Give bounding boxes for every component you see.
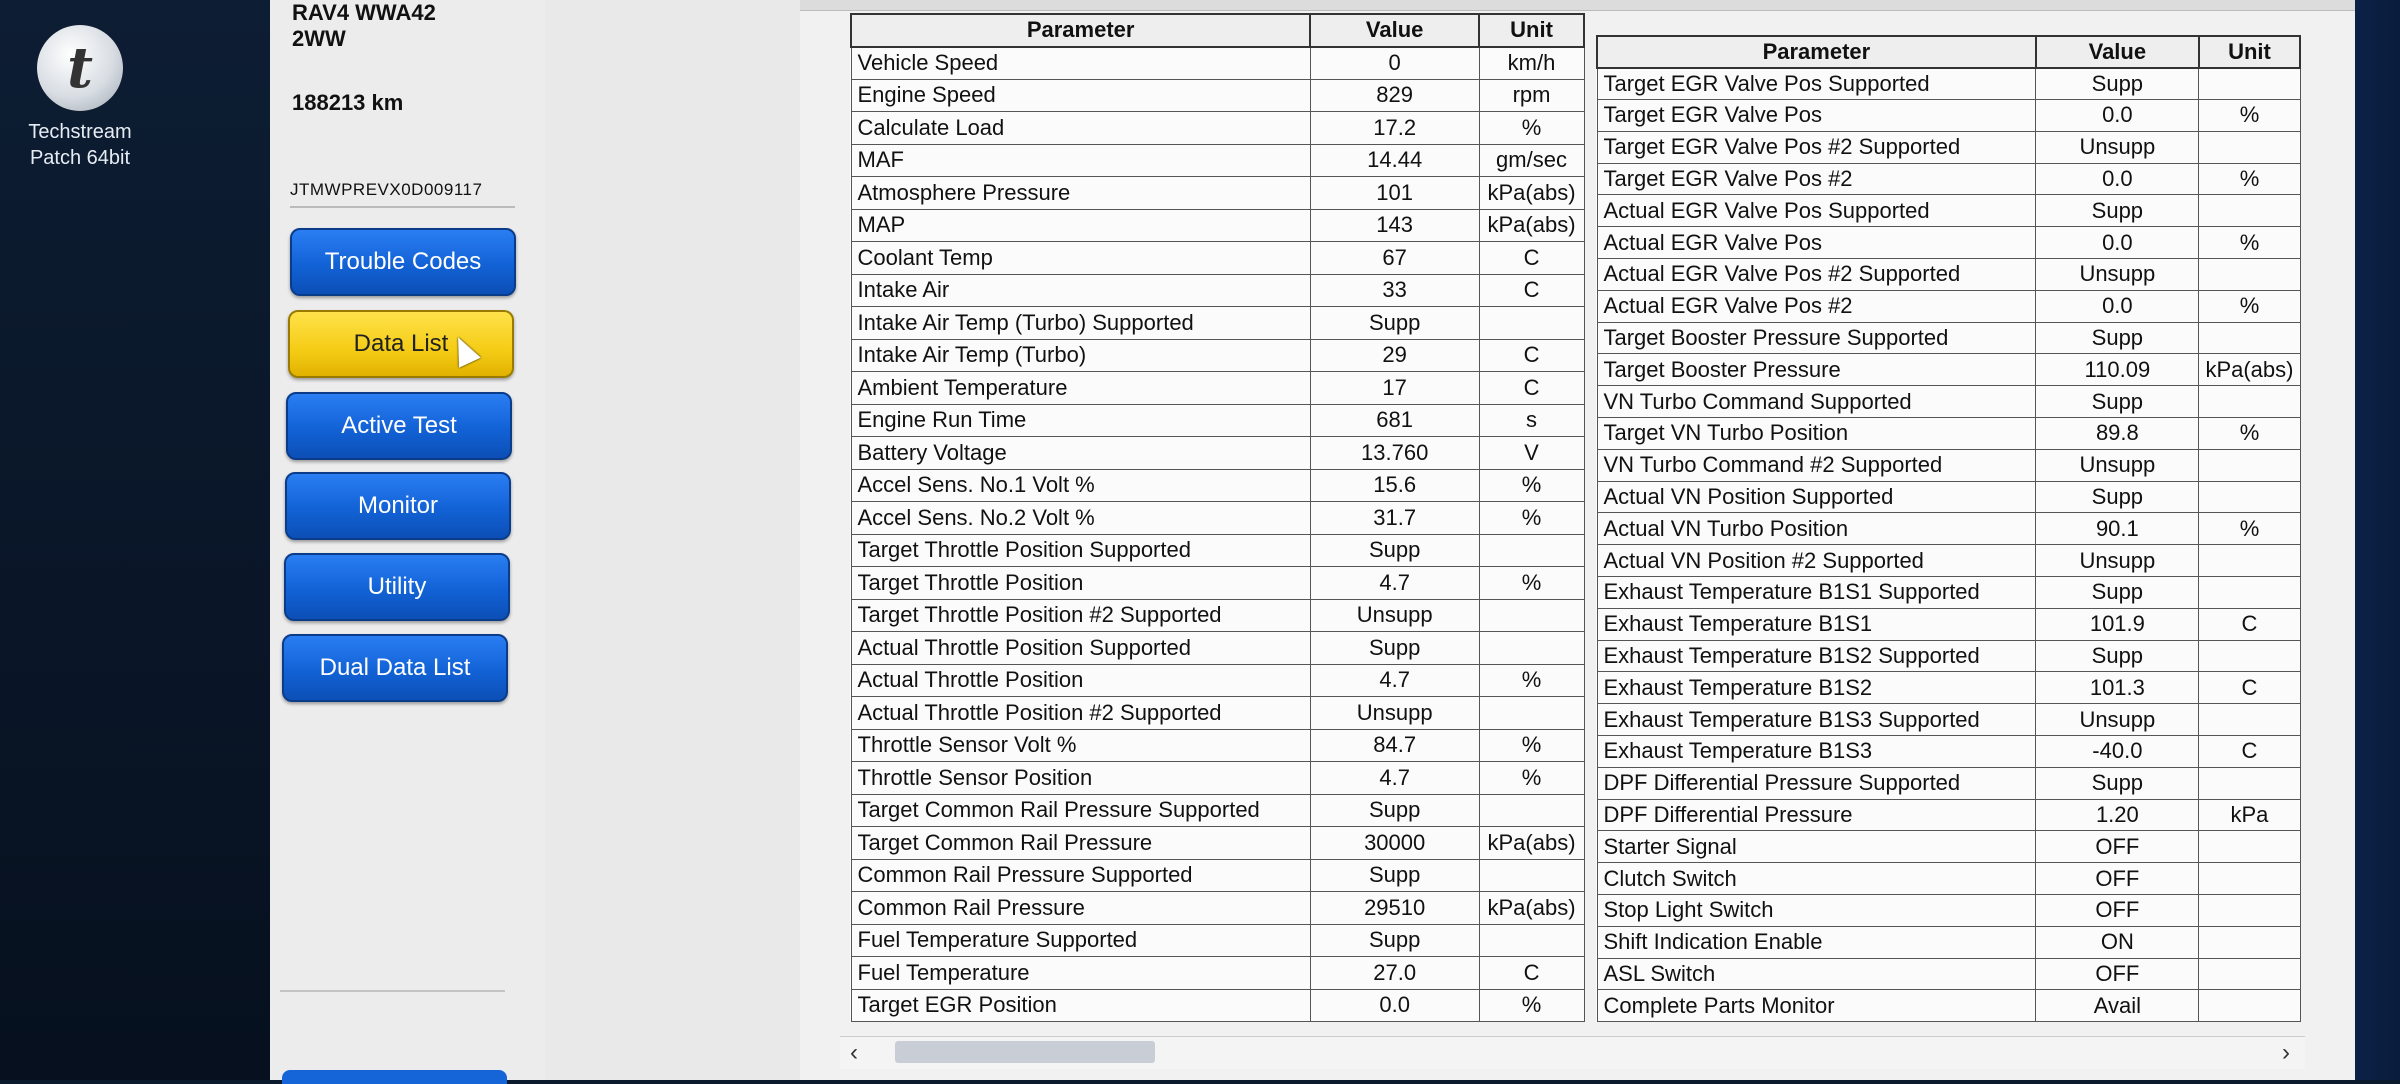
table-row[interactable] — [851, 762, 1584, 795]
scrollbar-thumb[interactable] — [895, 1041, 1155, 1063]
unit-cell: s — [1479, 404, 1584, 437]
vehicle-model-line1: RAV4 WWA42 — [292, 0, 436, 25]
parameter-cell: VN Turbo Command Supported — [1597, 386, 2036, 418]
unit-cell: kPa(abs) — [1479, 177, 1584, 210]
value-cell: 84.7 — [1310, 729, 1479, 762]
parameter-cell: Common Rail Pressure — [851, 892, 1310, 925]
table-row[interactable] — [851, 859, 1584, 892]
table-row[interactable] — [851, 177, 1584, 210]
value-cell: 4.7 — [1310, 664, 1479, 697]
parameter-cell: DPF Differential Pressure Supported — [1597, 767, 2036, 799]
value-cell: Unsupp — [1310, 599, 1479, 632]
table-row[interactable] — [851, 729, 1584, 762]
value-cell: Unsupp — [2036, 704, 2199, 736]
table-row[interactable] — [851, 339, 1584, 372]
table-row[interactable] — [851, 567, 1584, 600]
value-cell: 14.44 — [1310, 144, 1479, 177]
table-header-row — [851, 14, 1584, 47]
utility-button[interactable]: Utility — [284, 553, 510, 621]
table-row[interactable] — [1597, 418, 2300, 450]
table-row[interactable] — [1597, 449, 2300, 481]
unit-cell — [1479, 632, 1584, 665]
value-cell: 110.09 — [2036, 354, 2199, 386]
data-list-table-left — [850, 13, 1585, 1022]
parameter-cell: Target EGR Valve Pos — [1597, 100, 2036, 132]
value-cell: 15.6 — [1310, 469, 1479, 502]
vehicle-model-line2: 2WW — [292, 26, 346, 51]
unit-cell: kPa(abs) — [2199, 354, 2300, 386]
table-row[interactable] — [851, 242, 1584, 275]
sidebar-bottom-button[interactable] — [282, 1070, 507, 1084]
value-cell: OFF — [2036, 863, 2199, 895]
value-cell: Supp — [2036, 577, 2199, 609]
parameter-cell: Target Common Rail Pressure Supported — [851, 794, 1310, 827]
parameter-cell: Throttle Sensor Volt % — [851, 729, 1310, 762]
unit-cell: gm/sec — [1479, 144, 1584, 177]
table-row[interactable] — [851, 372, 1584, 405]
parameter-cell: Engine Run Time — [851, 404, 1310, 437]
column-header-unit[interactable]: Unit — [1479, 14, 1584, 47]
unit-cell: C — [1479, 274, 1584, 307]
unit-cell — [2199, 68, 2300, 100]
unit-cell — [2199, 926, 2300, 958]
unit-cell: C — [2199, 736, 2300, 768]
unit-cell: % — [2199, 227, 2300, 259]
parameter-cell: MAF — [851, 144, 1310, 177]
table-row[interactable] — [851, 697, 1584, 730]
parameter-cell: Exhaust Temperature B1S1 — [1597, 608, 2036, 640]
table-row[interactable] — [851, 47, 1584, 80]
unit-cell — [1479, 859, 1584, 892]
table-row[interactable] — [851, 534, 1584, 567]
unit-cell — [1479, 599, 1584, 632]
unit-cell — [2199, 767, 2300, 799]
data-list-pane — [800, 0, 2355, 1080]
value-cell: 90.1 — [2036, 513, 2199, 545]
value-cell: Unsupp — [2036, 259, 2199, 291]
parameter-cell: VN Turbo Command #2 Supported — [1597, 449, 2036, 481]
parameter-cell: Target EGR Position — [851, 989, 1310, 1022]
parameter-cell: DPF Differential Pressure — [1597, 799, 2036, 831]
unit-cell: kPa(abs) — [1479, 892, 1584, 925]
unit-cell: C — [1479, 957, 1584, 990]
table-row[interactable] — [1597, 736, 2300, 768]
unit-cell: % — [1479, 989, 1584, 1022]
table-row[interactable] — [1597, 704, 2300, 736]
parameter-cell: Common Rail Pressure Supported — [851, 859, 1310, 892]
value-cell: 89.8 — [2036, 418, 2199, 450]
parameter-cell: Atmosphere Pressure — [851, 177, 1310, 210]
unit-cell: V — [1479, 437, 1584, 470]
value-cell: 0.0 — [2036, 227, 2199, 259]
parameter-cell: Intake Air Temp (Turbo) Supported — [851, 307, 1310, 340]
parameter-cell: Actual VN Turbo Position — [1597, 513, 2036, 545]
unit-cell — [2199, 545, 2300, 577]
table-row[interactable] — [851, 664, 1584, 697]
vehicle-model — [292, 0, 436, 52]
unit-cell: % — [2199, 290, 2300, 322]
desktop-icon-label — [20, 119, 140, 171]
column-header-value[interactable]: Value — [2036, 36, 2199, 68]
unit-cell — [2199, 449, 2300, 481]
table-row[interactable] — [1597, 131, 2300, 163]
unit-cell: % — [1479, 762, 1584, 795]
table-row[interactable] — [1597, 608, 2300, 640]
parameter-cell: Clutch Switch — [1597, 863, 2036, 895]
parameter-cell: Target Throttle Position — [851, 567, 1310, 600]
table-row[interactable] — [851, 307, 1584, 340]
table-row[interactable] — [1597, 895, 2300, 927]
unit-cell — [1479, 534, 1584, 567]
value-cell: 17.2 — [1310, 112, 1479, 145]
parameter-cell: Exhaust Temperature B1S3 — [1597, 736, 2036, 768]
unit-cell — [2199, 577, 2300, 609]
sidebar — [270, 0, 545, 1080]
table-row[interactable] — [851, 144, 1584, 177]
desktop-background-left — [0, 0, 270, 1080]
parameter-cell: Target Throttle Position #2 Supported — [851, 599, 1310, 632]
value-cell: 67 — [1310, 242, 1479, 275]
value-cell: Unsupp — [2036, 131, 2199, 163]
unit-cell — [1479, 307, 1584, 340]
parameter-cell: Fuel Temperature Supported — [851, 924, 1310, 957]
value-cell: Supp — [1310, 794, 1479, 827]
parameter-cell: Accel Sens. No.1 Volt % — [851, 469, 1310, 502]
parameter-cell: Engine Speed — [851, 79, 1310, 112]
table-row[interactable] — [1597, 259, 2300, 291]
scroll-right-arrow-icon[interactable]: › — [2282, 1039, 2290, 1066]
table-row[interactable] — [851, 892, 1584, 925]
table-row[interactable] — [851, 502, 1584, 535]
unit-cell — [2199, 640, 2300, 672]
parameter-cell: Fuel Temperature — [851, 957, 1310, 990]
value-cell: 101.3 — [2036, 672, 2199, 704]
unit-cell — [2199, 481, 2300, 513]
parameter-cell: Exhaust Temperature B1S2 Supported — [1597, 640, 2036, 672]
parameter-cell: Exhaust Temperature B1S3 Supported — [1597, 704, 2036, 736]
parameter-cell: Accel Sens. No.2 Volt % — [851, 502, 1310, 535]
table-row[interactable] — [1597, 354, 2300, 386]
value-cell: 0.0 — [2036, 163, 2199, 195]
desktop-icon-label-line1: Techstream — [28, 121, 132, 143]
table-row[interactable] — [1597, 990, 2300, 1022]
value-cell: ON — [2036, 926, 2199, 958]
horizontal-scrollbar[interactable] — [840, 1036, 2305, 1069]
unit-cell: % — [2199, 163, 2300, 195]
parameter-cell: Actual VN Position #2 Supported — [1597, 545, 2036, 577]
toolbar-strip — [800, 0, 2355, 11]
unit-cell: C — [2199, 608, 2300, 640]
parameter-cell: Actual VN Position Supported — [1597, 481, 2036, 513]
unit-cell — [2199, 131, 2300, 163]
value-cell: Unsupp — [2036, 545, 2199, 577]
desktop-icon-label-line2: Patch 64bit — [29, 147, 131, 169]
value-cell: 0 — [1310, 47, 1479, 80]
value-cell: 13.760 — [1310, 437, 1479, 470]
parameter-cell: Stop Light Switch — [1597, 895, 2036, 927]
table-row[interactable] — [851, 924, 1584, 957]
table-row[interactable] — [851, 79, 1584, 112]
unit-cell: % — [2199, 418, 2300, 450]
unit-cell: % — [1479, 664, 1584, 697]
unit-cell: % — [2199, 100, 2300, 132]
monitor-button[interactable]: Monitor — [285, 472, 511, 540]
table-row[interactable] — [1597, 481, 2300, 513]
table-row[interactable] — [851, 632, 1584, 665]
table-row[interactable] — [1597, 195, 2300, 227]
value-cell: Supp — [2036, 195, 2199, 227]
divider — [290, 206, 515, 208]
trouble-codes-button[interactable]: Trouble Codes — [290, 228, 516, 296]
parameter-cell: Intake Air — [851, 274, 1310, 307]
value-cell: 101.9 — [2036, 608, 2199, 640]
unit-cell — [2199, 386, 2300, 418]
active-test-button[interactable]: Active Test — [286, 392, 512, 460]
parameter-cell: Coolant Temp — [851, 242, 1310, 275]
parameter-cell: Target EGR Valve Pos #2 Supported — [1597, 131, 2036, 163]
unit-cell — [1479, 794, 1584, 827]
value-cell: OFF — [2036, 831, 2199, 863]
value-cell: Supp — [1310, 924, 1479, 957]
table-row[interactable] — [851, 209, 1584, 242]
parameter-cell: Actual EGR Valve Pos — [1597, 227, 2036, 259]
dual-data-list-button[interactable]: Dual Data List — [282, 634, 508, 702]
parameter-cell: Actual EGR Valve Pos #2 Supported — [1597, 259, 2036, 291]
value-cell: Unsupp — [2036, 449, 2199, 481]
unit-cell — [2199, 704, 2300, 736]
parameter-cell: Target Booster Pressure Supported — [1597, 322, 2036, 354]
table-row[interactable] — [1597, 545, 2300, 577]
parameter-cell: Throttle Sensor Position — [851, 762, 1310, 795]
table-row[interactable] — [1597, 863, 2300, 895]
value-cell: 681 — [1310, 404, 1479, 437]
table-row[interactable] — [851, 599, 1584, 632]
table-row[interactable] — [1597, 290, 2300, 322]
table-row[interactable] — [1597, 672, 2300, 704]
unit-cell: % — [1479, 469, 1584, 502]
unit-cell: % — [1479, 112, 1584, 145]
unit-cell: kPa(abs) — [1479, 209, 1584, 242]
unit-cell: C — [1479, 372, 1584, 405]
parameter-cell: Ambient Temperature — [851, 372, 1310, 405]
techstream-window — [270, 0, 2294, 1080]
value-cell: 1.20 — [2036, 799, 2199, 831]
divider — [280, 990, 505, 992]
value-cell: OFF — [2036, 958, 2199, 990]
column-header-value[interactable]: Value — [1310, 14, 1479, 47]
data-list-table-right — [1596, 35, 2301, 1022]
table-row[interactable] — [1597, 163, 2300, 195]
column-header-parameter[interactable]: Parameter — [1597, 36, 2036, 68]
value-cell: 29 — [1310, 339, 1479, 372]
table-row[interactable] — [1597, 513, 2300, 545]
parameter-cell: Intake Air Temp (Turbo) — [851, 339, 1310, 372]
vehicle-odometer: 188213 km — [292, 90, 404, 115]
table-row[interactable] — [1597, 926, 2300, 958]
value-cell: Supp — [2036, 640, 2199, 672]
unit-cell — [2199, 831, 2300, 863]
unit-cell: km/h — [1479, 47, 1584, 80]
table-row[interactable] — [1597, 577, 2300, 609]
value-cell: OFF — [2036, 895, 2199, 927]
value-cell: 829 — [1310, 79, 1479, 112]
table-row[interactable] — [1597, 958, 2300, 990]
value-cell: Unsupp — [1310, 697, 1479, 730]
table-row[interactable] — [851, 437, 1584, 470]
table-row[interactable] — [1597, 799, 2300, 831]
data-list-button[interactable]: Data List — [288, 310, 514, 378]
unit-cell — [2199, 322, 2300, 354]
value-cell: 0.0 — [2036, 100, 2199, 132]
parameter-cell: Actual Throttle Position Supported — [851, 632, 1310, 665]
parameter-cell: Battery Voltage — [851, 437, 1310, 470]
value-cell: 143 — [1310, 209, 1479, 242]
parameter-cell: Target EGR Valve Pos #2 — [1597, 163, 2036, 195]
value-cell: Supp — [2036, 767, 2199, 799]
unit-cell: % — [1479, 502, 1584, 535]
table-row[interactable] — [851, 989, 1584, 1022]
parameter-cell: Actual EGR Valve Pos #2 — [1597, 290, 2036, 322]
parameter-cell: Complete Parts Monitor — [1597, 990, 2036, 1022]
unit-cell — [2199, 863, 2300, 895]
value-cell: 0.0 — [2036, 290, 2199, 322]
parameter-cell: Shift Indication Enable — [1597, 926, 2036, 958]
unit-cell: % — [2199, 513, 2300, 545]
table-row[interactable] — [1597, 831, 2300, 863]
value-cell: -40.0 — [2036, 736, 2199, 768]
table-row[interactable] — [851, 274, 1584, 307]
unit-cell: kPa — [2199, 799, 2300, 831]
techstream-logo-icon: t — [37, 25, 123, 111]
unit-cell — [2199, 958, 2300, 990]
parameter-cell: Target EGR Valve Pos Supported — [1597, 68, 2036, 100]
value-cell: Supp — [2036, 68, 2199, 100]
value-cell: Supp — [1310, 307, 1479, 340]
value-cell: Supp — [1310, 859, 1479, 892]
scroll-left-arrow-icon[interactable]: ‹ — [850, 1039, 858, 1066]
table-row[interactable] — [851, 827, 1584, 860]
unit-cell: C — [2199, 672, 2300, 704]
table-row[interactable] — [1597, 640, 2300, 672]
value-cell: Avail — [2036, 990, 2199, 1022]
column-header-unit[interactable]: Unit — [2199, 36, 2300, 68]
value-cell: 31.7 — [1310, 502, 1479, 535]
table-row[interactable] — [851, 794, 1584, 827]
value-cell: 0.0 — [1310, 989, 1479, 1022]
value-cell: 101 — [1310, 177, 1479, 210]
parameter-cell: MAP — [851, 209, 1310, 242]
unit-cell — [2199, 195, 2300, 227]
table-row[interactable] — [1597, 767, 2300, 799]
table-row[interactable] — [851, 469, 1584, 502]
unit-cell: % — [1479, 567, 1584, 600]
unit-cell — [2199, 990, 2300, 1022]
vehicle-vin: JTMWPREVX0D009117 — [290, 180, 483, 199]
value-cell: Supp — [2036, 481, 2199, 513]
unit-cell — [1479, 697, 1584, 730]
parameter-cell: Target Booster Pressure — [1597, 354, 2036, 386]
parameter-cell: Target VN Turbo Position — [1597, 418, 2036, 450]
table-row[interactable] — [851, 404, 1584, 437]
unit-cell: % — [1479, 729, 1584, 762]
parameter-cell: Target Throttle Position Supported — [851, 534, 1310, 567]
table-row[interactable] — [1597, 68, 2300, 100]
unit-cell: C — [1479, 339, 1584, 372]
value-cell: Supp — [1310, 534, 1479, 567]
parameter-cell: Actual EGR Valve Pos Supported — [1597, 195, 2036, 227]
parameter-cell: Actual Throttle Position — [851, 664, 1310, 697]
value-cell: 30000 — [1310, 827, 1479, 860]
table-row[interactable] — [851, 112, 1584, 145]
value-cell: 4.7 — [1310, 762, 1479, 795]
value-cell: 4.7 — [1310, 567, 1479, 600]
table-row[interactable] — [851, 957, 1584, 990]
parameter-cell: Vehicle Speed — [851, 47, 1310, 80]
parameter-cell: Target Common Rail Pressure — [851, 827, 1310, 860]
parameter-cell: Exhaust Temperature B1S1 Supported — [1597, 577, 2036, 609]
techstream-desktop-shortcut[interactable] — [20, 25, 140, 171]
unit-cell: rpm — [1479, 79, 1584, 112]
unit-cell — [1479, 924, 1584, 957]
table-row[interactable] — [1597, 227, 2300, 259]
parameter-cell: ASL Switch — [1597, 958, 2036, 990]
table-row[interactable] — [1597, 100, 2300, 132]
value-cell: 33 — [1310, 274, 1479, 307]
parameter-cell: Calculate Load — [851, 112, 1310, 145]
value-cell: Supp — [2036, 322, 2199, 354]
unit-cell — [2199, 259, 2300, 291]
parameter-cell: Starter Signal — [1597, 831, 2036, 863]
unit-cell — [2199, 895, 2300, 927]
value-cell: 29510 — [1310, 892, 1479, 925]
unit-cell: kPa(abs) — [1479, 827, 1584, 860]
table-row[interactable] — [1597, 322, 2300, 354]
value-cell: 17 — [1310, 372, 1479, 405]
parameter-cell: Actual Throttle Position #2 Supported — [851, 697, 1310, 730]
parameter-cell: Exhaust Temperature B1S2 — [1597, 672, 2036, 704]
column-header-parameter[interactable]: Parameter — [851, 14, 1310, 47]
unit-cell: C — [1479, 242, 1584, 275]
value-cell: Supp — [2036, 386, 2199, 418]
value-cell: Supp — [1310, 632, 1479, 665]
table-header-row — [1597, 36, 2300, 68]
table-row[interactable] — [1597, 386, 2300, 418]
value-cell: 27.0 — [1310, 957, 1479, 990]
